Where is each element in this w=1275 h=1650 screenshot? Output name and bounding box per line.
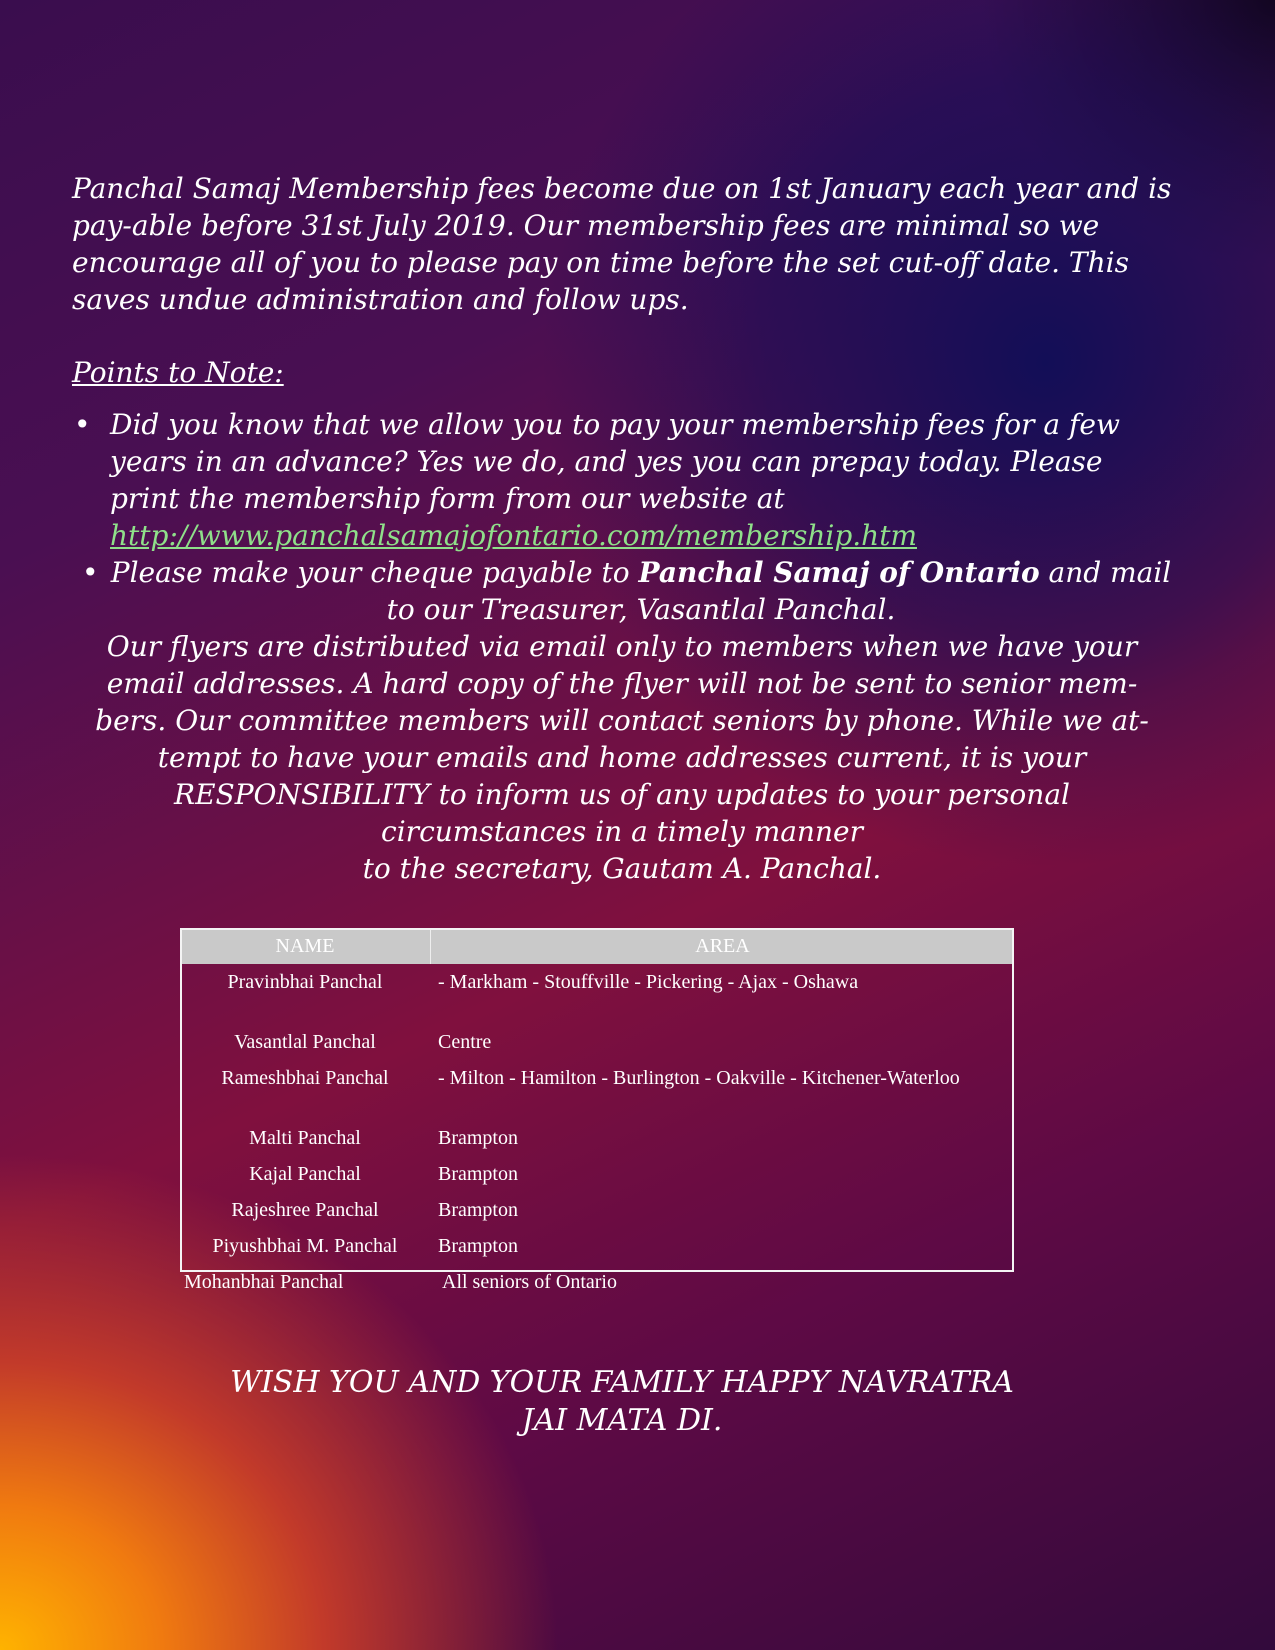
member-name: Piyushbhai M. Panchal (212, 1235, 398, 1257)
member-area: Brampton (438, 1199, 518, 1221)
point-prepay (72, 406, 1172, 554)
point-prepay-text: Did you know that we allow you to pay your membership fees for a few years in an advance? Yes we do, and yes you can prepay today. Please print the membership form from our website at (110, 408, 1120, 515)
point-cheque (72, 554, 1172, 628)
points-heading: Points to Note: (72, 356, 284, 389)
payee-name: Panchal Samaj of Ontario (638, 556, 1040, 589)
member-name: Mohanbhai Panchal (184, 1271, 344, 1293)
member-area: Brampton (438, 1127, 518, 1149)
member-name: Vasantlal Panchal (234, 1031, 376, 1053)
table-header (180, 928, 1014, 964)
notice-line: circumstances in a timely manner (381, 815, 863, 848)
membership-link[interactable]: http://www.panchalsamajofontario.com/membership.htm (110, 519, 917, 552)
member-area: - Markham - Stouffville - Pickering - Ajax - Oshawa (438, 971, 859, 993)
point-cheque-post: and mail to our Treasurer, Vasantlal Panchal. (386, 556, 1172, 626)
table-row (180, 1192, 1014, 1228)
member-name: Rajeshree Panchal (231, 1199, 379, 1221)
bullet-icon: • (82, 556, 99, 589)
committee-table (180, 928, 1014, 1300)
table-row (180, 1156, 1014, 1192)
points-list (72, 406, 1172, 628)
member-name: Rameshbhai Panchal (221, 1067, 389, 1089)
membership-intro: Panchal Samaj Membership fees become due on 1st January each year and is pay-able before 31st July 2019. Our membership fees are minimal so we encourage all of you to please pay on time before the set cut-off date. This saves undue administration and follow ups. (72, 172, 1172, 316)
member-area: Brampton (438, 1163, 518, 1185)
member-area: Brampton (438, 1235, 518, 1257)
table-row (180, 1228, 1014, 1264)
table-row (180, 1264, 1014, 1300)
member-area: Centre (438, 1031, 492, 1053)
notice-line: RESPONSIBILITY to inform us of any updates to your personal (174, 778, 1070, 811)
header-area: AREA (695, 935, 750, 957)
member-area: All seniors of Ontario (442, 1271, 617, 1293)
member-name: Pravinbhai Panchal (227, 971, 383, 993)
member-name: Malti Panchal (249, 1127, 361, 1149)
table-row (180, 1060, 1014, 1120)
point-cheque-pre: Please make your cheque payable to (110, 556, 639, 589)
table-row (180, 1120, 1014, 1156)
member-area: - Milton - Hamilton - Burlington - Oakville - Kitchener-Waterloo (438, 1067, 960, 1089)
member-name: Kajal Panchal (249, 1163, 361, 1185)
notice-line: email addresses. A hard copy of the flyer will not be sent to senior mem- (106, 667, 1138, 700)
notice-line: tempt to have your emails and home addresses current, it is your (157, 741, 1087, 774)
bullet-icon: • (74, 408, 91, 441)
greeting-line: WISH YOU AND YOUR FAMILY HAPPY NAVRATRA (230, 1365, 1014, 1400)
notice-line: to the secretary, Gautam A. Panchal. (362, 852, 882, 885)
table-row (180, 1024, 1014, 1060)
closing-greeting (72, 1364, 1172, 1440)
notice-line: Our flyers are distributed via email only to members when we have your (106, 630, 1138, 663)
flyer-notice (72, 628, 1172, 887)
table-row (180, 964, 1014, 1024)
header-name: NAME (180, 928, 431, 964)
notice-line: bers. Our committee members will contact seniors by phone. While we at- (95, 704, 1149, 737)
greeting-line: JAI MATA DI. (521, 1403, 723, 1438)
